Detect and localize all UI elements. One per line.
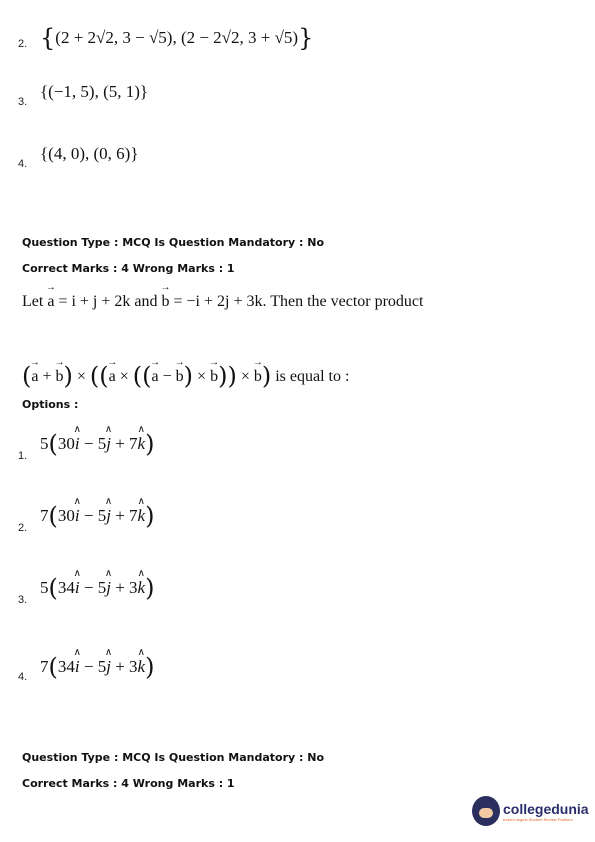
option-text: {(−1, 5), (5, 1)} — [40, 82, 149, 101]
question-type-line: Question Type : MCQ Is Question Mandatory : No — [22, 236, 325, 249]
option-number: 4. — [18, 158, 28, 170]
next-marks-line: Correct Marks : 4 Wrong Marks : 1 — [22, 777, 235, 790]
marks-line: Correct Marks : 4 Wrong Marks : 1 — [22, 262, 235, 275]
options-label: Options : — [22, 398, 79, 411]
logo-name: collegedunia — [503, 800, 589, 817]
logo-tagline: India's largest Student Review Platform — [503, 816, 573, 822]
logo-mascot-icon — [472, 796, 500, 826]
option-number: 3. — [18, 96, 28, 108]
option-number: 2. — [18, 522, 28, 534]
option-text: {(2 + 2√2, 3 − √5), (2 − 2√2, 3 + √5)} — [40, 24, 314, 52]
option-text: 7(34∧ i − 5∧ j + 3∧ k) — [40, 653, 154, 681]
option-text: 5(30∧ i − 5∧ j + 7∧ k) — [40, 430, 154, 458]
option-text: 7(30∧ i − 5∧ j + 7∧ k) — [40, 502, 154, 530]
question-stem-line1: Let → a = i + j + 2k and → b = −i + 2j + 3k. Then the vector product — [22, 293, 423, 311]
option-text: 5(34∧ i − 5∧ j + 3∧ k) — [40, 574, 154, 602]
option-text: {(4, 0), (0, 6)} — [40, 144, 139, 163]
collegedunia-logo — [472, 796, 589, 826]
option-number: 2. — [18, 38, 28, 50]
option-number: 3. — [18, 594, 28, 606]
option-number: 1. — [18, 450, 28, 462]
next-question-type-line: Question Type : MCQ Is Question Mandatory : No — [22, 751, 325, 764]
question-stem-line2: (→ a + → b) × ((→ a × ((→ a − → b) × → b)) × → b) is equal to : — [22, 362, 349, 390]
option-number: 4. — [18, 671, 28, 683]
